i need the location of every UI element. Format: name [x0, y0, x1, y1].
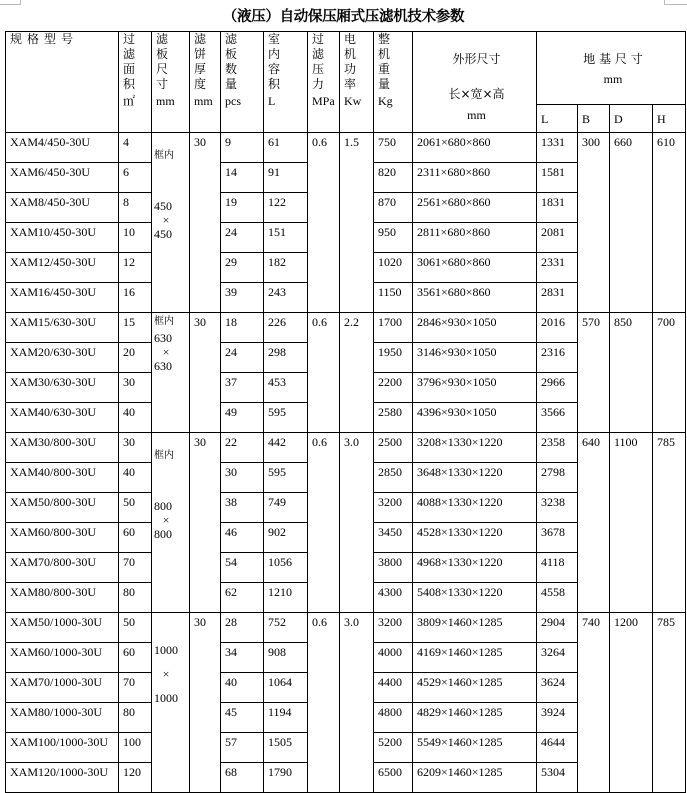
cell-machine-weight: 6500 [374, 763, 413, 793]
cell-outline-dimensions: 3146×930×1050 [413, 343, 537, 373]
header-machine-weight [374, 32, 413, 133]
plate-size-prefix: 框内 [154, 316, 174, 327]
cell-chamber-volume: 595 [264, 463, 308, 493]
cell-foundation-l: 1581 [537, 163, 578, 193]
table-row [6, 613, 686, 643]
cell-machine-weight: 4000 [374, 643, 413, 673]
times-sign: × [162, 213, 170, 227]
header-motor-power-char: 率 [344, 77, 357, 91]
times-sign: × [162, 667, 170, 681]
cell-plate-count: 57 [221, 733, 264, 763]
cell-outline-dimensions: 3208×1330×1220 [413, 433, 537, 463]
cell-outline-dimensions: 4396×930×1050 [413, 403, 537, 433]
cell-chamber-volume: 1064 [264, 673, 308, 703]
cell-plate-count: 38 [221, 493, 264, 523]
cell-plate-size [152, 613, 190, 793]
header-motor-power-unit: Kw [344, 94, 362, 108]
header-plate-count-char: 板 [225, 47, 238, 61]
cell-foundation-l: 3238 [537, 493, 578, 523]
cell-filter-area: 16 [119, 283, 152, 313]
cell-filter-area: 20 [119, 343, 152, 373]
cell-machine-weight: 2500 [374, 433, 413, 463]
header-machine-weight-char: 量 [378, 77, 391, 91]
cell-chamber-volume: 908 [264, 643, 308, 673]
header-machine-weight-char: 重 [378, 62, 391, 76]
cell-machine-weight: 1950 [374, 343, 413, 373]
cell-foundation-d: 1100 [610, 433, 653, 613]
cell-chamber-volume: 902 [264, 523, 308, 553]
cell-outline-dimensions: 4088×1330×1220 [413, 493, 537, 523]
cell-foundation-l: 2331 [537, 253, 578, 283]
cell-chamber-volume: 151 [264, 223, 308, 253]
header-plate-count [221, 32, 264, 133]
cell-plate-size [152, 313, 190, 433]
plate-size-prefix: 框内 [154, 450, 174, 461]
table-row [6, 133, 686, 163]
cell-filter-area: 30 [119, 373, 152, 403]
cell-chamber-volume: 1210 [264, 583, 308, 613]
times-sign: × [162, 345, 170, 359]
header-filter-area-unit: ㎡ [123, 94, 136, 108]
cell-foundation-l: 2798 [537, 463, 578, 493]
plate-size-height: 630 [154, 359, 172, 373]
cell-model: XAM60/1000-30U [6, 643, 119, 673]
cell-filter-area: 100 [119, 733, 152, 763]
cell-foundation-b: 640 [578, 433, 610, 613]
header-outline-unit: mm [467, 108, 486, 122]
header-filter-pressure-char: 压 [312, 62, 325, 76]
cell-chamber-volume: 298 [264, 343, 308, 373]
cell-motor-power: 3.0 [340, 433, 374, 613]
cell-cake-thickness: 30 [190, 433, 221, 613]
cell-filter-area: 8 [119, 193, 152, 223]
cell-plate-count: 30 [221, 463, 264, 493]
cell-chamber-volume: 1505 [264, 733, 308, 763]
header-motor-power-char: 电 [344, 32, 357, 46]
cell-outline-dimensions: 2846×930×1050 [413, 313, 537, 343]
cell-outline-dimensions: 3809×1460×1285 [413, 613, 537, 643]
cell-chamber-volume: 442 [264, 433, 308, 463]
header-cake-thickness-char: 度 [194, 77, 207, 91]
cell-machine-weight: 950 [374, 223, 413, 253]
cell-foundation-l: 3678 [537, 523, 578, 553]
cell-machine-weight: 4400 [374, 673, 413, 703]
cell-filter-area: 30 [119, 433, 152, 463]
cell-model: XAM100/1000-30U [6, 733, 119, 763]
document-title: （液压）自动保压厢式压滤机技术参数 [222, 9, 465, 25]
cell-outline-dimensions: 4968×1330×1220 [413, 553, 537, 583]
header-chamber-volume-char: 内 [268, 47, 281, 61]
cell-outline-dimensions: 4529×1460×1285 [413, 673, 537, 703]
cell-motor-power: 3.0 [340, 613, 374, 793]
cell-plate-count: 29 [221, 253, 264, 283]
header-model: 规格型号 [6, 32, 119, 133]
cell-foundation-l: 4118 [537, 553, 578, 583]
header-filter-area-char: 面 [123, 62, 136, 76]
cell-plate-count: 22 [221, 433, 264, 463]
cell-machine-weight: 870 [374, 193, 413, 223]
header-foundation-b: B [578, 105, 610, 133]
times-sign: × [162, 513, 170, 527]
cell-foundation-l: 4644 [537, 733, 578, 763]
header-foundation-h: H [653, 105, 686, 133]
header-motor-power-char: 机 [344, 47, 357, 61]
cell-machine-weight: 3200 [374, 613, 413, 643]
cell-machine-weight: 1020 [374, 253, 413, 283]
cell-motor-power: 1.5 [340, 133, 374, 313]
cell-foundation-l: 2081 [537, 223, 578, 253]
header-machine-weight-char: 整 [378, 32, 391, 46]
cell-filter-area: 15 [119, 313, 152, 343]
header-foundation-d: D [610, 105, 653, 133]
cell-foundation-h: 785 [653, 613, 686, 793]
cell-chamber-volume: 1790 [264, 763, 308, 793]
cell-foundation-d: 660 [610, 133, 653, 313]
header-cake-thickness [190, 32, 221, 133]
cell-machine-weight: 4800 [374, 703, 413, 733]
cell-filter-area: 120 [119, 763, 152, 793]
cell-filter-area: 6 [119, 163, 152, 193]
header-chamber-volume-unit: L [268, 94, 276, 108]
plate-size-width: 800 [154, 499, 172, 513]
header-cake-thickness-char: 饼 [194, 47, 207, 61]
header-filter-area [119, 32, 152, 133]
cell-foundation-l: 5304 [537, 763, 578, 793]
cell-plate-count: 45 [221, 703, 264, 733]
plate-size-width: 450 [154, 199, 172, 213]
cell-filter-area: 40 [119, 403, 152, 433]
plate-size-height: 1000 [154, 691, 178, 705]
cell-plate-count: 19 [221, 193, 264, 223]
header-plate-size-char: 滤 [156, 32, 169, 46]
cell-model: XAM80/800-30U [6, 583, 119, 613]
header-chamber-volume-char: 室 [268, 32, 281, 46]
cell-foundation-l: 2016 [537, 313, 578, 343]
cell-outline-dimensions: 4528×1330×1220 [413, 523, 537, 553]
cell-machine-weight: 2850 [374, 463, 413, 493]
cell-model: XAM40/630-30U [6, 403, 119, 433]
cell-filter-area: 80 [119, 583, 152, 613]
spec-table [5, 31, 686, 793]
cell-foundation-d: 850 [610, 313, 653, 433]
plate-size-width: 1000 [154, 643, 178, 657]
cell-model: XAM10/450-30U [6, 223, 119, 253]
cell-outline-dimensions: 2311×680×860 [413, 163, 537, 193]
cell-model: XAM120/1000-30U [6, 763, 119, 793]
cell-outline-dimensions: 4829×1460×1285 [413, 703, 537, 733]
cell-foundation-h: 610 [653, 133, 686, 313]
cell-filter-area: 60 [119, 643, 152, 673]
cell-outline-dimensions: 3648×1330×1220 [413, 463, 537, 493]
header-outline-title: 外形尺寸 [452, 52, 501, 66]
cell-chamber-volume: 1194 [264, 703, 308, 733]
header-chamber-volume-char: 积 [268, 77, 281, 91]
header-outline [413, 32, 537, 133]
cell-plate-count: 49 [221, 403, 264, 433]
cell-plate-count: 24 [221, 223, 264, 253]
header-cake-thickness-char: 滤 [194, 32, 207, 46]
cell-chamber-volume: 122 [264, 193, 308, 223]
cell-filter-area: 70 [119, 553, 152, 583]
cell-machine-weight: 3800 [374, 553, 413, 583]
cell-outline-dimensions: 6209×1460×1285 [413, 763, 537, 793]
cell-outline-dimensions: 5408×1330×1220 [413, 583, 537, 613]
cell-foundation-l: 1831 [537, 193, 578, 223]
cell-filter-pressure: 0.6 [308, 433, 340, 613]
cell-outline-dimensions: 3561×680×860 [413, 283, 537, 313]
cell-model: XAM16/450-30U [6, 283, 119, 313]
cell-outline-dimensions: 2811×680×860 [413, 223, 537, 253]
cell-model: XAM80/1000-30U [6, 703, 119, 733]
cell-chamber-volume: 91 [264, 163, 308, 193]
header-plate-size-char: 尺 [156, 62, 169, 76]
cell-outline-dimensions: 3061×680×860 [413, 253, 537, 283]
cell-plate-count: 39 [221, 283, 264, 313]
cell-chamber-volume: 1056 [264, 553, 308, 583]
cell-filter-area: 80 [119, 703, 152, 733]
header-machine-weight-unit: Kg [378, 94, 393, 108]
cell-model: XAM50/800-30U [6, 493, 119, 523]
cell-filter-pressure: 0.6 [308, 313, 340, 433]
header-filter-pressure [308, 32, 340, 133]
header-plate-count-char: 数 [225, 62, 238, 76]
header-foundation [537, 32, 686, 105]
cell-foundation-h: 700 [653, 313, 686, 433]
cell-model: XAM4/450-30U [6, 133, 119, 163]
cell-foundation-b: 570 [578, 313, 610, 433]
cell-foundation-l: 3566 [537, 403, 578, 433]
cell-plate-count: 37 [221, 373, 264, 403]
plate-size-width: 630 [154, 331, 172, 345]
cell-foundation-l: 2966 [537, 373, 578, 403]
header-foundation-title: 地 基 尺 寸 [583, 52, 643, 66]
cell-plate-size [152, 133, 190, 313]
header-plate-size-unit: mm [156, 94, 175, 108]
cell-filter-pressure: 0.6 [308, 133, 340, 313]
cell-model: XAM12/450-30U [6, 253, 119, 283]
cell-plate-count: 14 [221, 163, 264, 193]
cell-machine-weight: 820 [374, 163, 413, 193]
cell-foundation-l: 2316 [537, 343, 578, 373]
header-plate-count-char: 量 [225, 77, 238, 91]
cell-machine-weight: 2580 [374, 403, 413, 433]
header-cake-thickness-unit: mm [194, 94, 213, 108]
cell-filter-area: 60 [119, 523, 152, 553]
cell-foundation-b: 300 [578, 133, 610, 313]
cell-chamber-volume: 61 [264, 133, 308, 163]
cell-machine-weight: 5200 [374, 733, 413, 763]
cell-machine-weight: 4300 [374, 583, 413, 613]
header-outline-dims: 长×宽×高 [448, 87, 505, 101]
cell-foundation-l: 2358 [537, 433, 578, 463]
cell-machine-weight: 1700 [374, 313, 413, 343]
header-plate-size [152, 32, 190, 133]
header-plate-count-char: 滤 [225, 32, 238, 46]
cell-filter-pressure: 0.6 [308, 613, 340, 793]
cell-outline-dimensions: 5549×1460×1285 [413, 733, 537, 763]
cell-filter-area: 50 [119, 613, 152, 643]
cell-chamber-volume: 182 [264, 253, 308, 283]
header-chamber-volume-char: 容 [268, 62, 281, 76]
cell-model: XAM30/630-30U [6, 373, 119, 403]
cell-cake-thickness: 30 [190, 313, 221, 433]
cell-cake-thickness: 30 [190, 133, 221, 313]
cell-filter-area: 40 [119, 463, 152, 493]
cell-machine-weight: 3200 [374, 493, 413, 523]
cell-plate-count: 28 [221, 613, 264, 643]
cell-chamber-volume: 453 [264, 373, 308, 403]
cell-model: XAM70/800-30U [6, 553, 119, 583]
cell-plate-count: 34 [221, 643, 264, 673]
cell-filter-area: 70 [119, 673, 152, 703]
cell-chamber-volume: 752 [264, 613, 308, 643]
cell-chamber-volume: 595 [264, 403, 308, 433]
header-filter-pressure-char: 过 [312, 32, 325, 46]
table-row [6, 433, 686, 463]
cell-foundation-l: 2904 [537, 613, 578, 643]
header-foundation-unit: mm [603, 72, 623, 86]
cell-model: XAM60/800-30U [6, 523, 119, 553]
cell-machine-weight: 2200 [374, 373, 413, 403]
header-filter-pressure-unit: MPa [312, 94, 335, 108]
cell-motor-power: 2.2 [340, 313, 374, 433]
header-plate-count-unit: pcs [225, 94, 241, 108]
cell-machine-weight: 750 [374, 133, 413, 163]
header-filter-area-char: 过 [123, 32, 136, 46]
header-filter-area-char: 积 [123, 77, 136, 91]
cell-plate-count: 24 [221, 343, 264, 373]
cell-foundation-h: 785 [653, 433, 686, 613]
cell-model: XAM6/450-30U [6, 163, 119, 193]
cell-plate-count: 9 [221, 133, 264, 163]
cell-filter-area: 12 [119, 253, 152, 283]
cell-foundation-l: 1331 [537, 133, 578, 163]
header-foundation-l: L [537, 105, 578, 133]
cell-plate-count: 54 [221, 553, 264, 583]
cell-outline-dimensions: 2061×680×860 [413, 133, 537, 163]
cell-cake-thickness: 30 [190, 613, 221, 793]
cell-plate-count: 46 [221, 523, 264, 553]
cell-plate-count: 18 [221, 313, 264, 343]
cell-foundation-l: 2831 [537, 283, 578, 313]
cell-model: XAM15/630-30U [6, 313, 119, 343]
header-cake-thickness-char: 厚 [194, 62, 207, 76]
cell-chamber-volume: 749 [264, 493, 308, 523]
plate-size-height: 450 [154, 227, 172, 241]
header-plate-size-char: 板 [156, 47, 169, 61]
cell-foundation-d: 1200 [610, 613, 653, 793]
cell-plate-size [152, 433, 190, 613]
cell-foundation-l: 4558 [537, 583, 578, 613]
cell-chamber-volume: 226 [264, 313, 308, 343]
cell-model: XAM20/630-30U [6, 343, 119, 373]
header-chamber-volume [264, 32, 308, 133]
header-filter-area-char: 滤 [123, 47, 136, 61]
header-motor-power [340, 32, 374, 133]
header-machine-weight-char: 机 [378, 47, 391, 61]
cell-foundation-l: 3624 [537, 673, 578, 703]
cell-chamber-volume: 243 [264, 283, 308, 313]
cell-plate-count: 68 [221, 763, 264, 793]
plate-size-prefix: 框内 [154, 150, 174, 161]
table-row [6, 313, 686, 343]
cell-model: XAM70/1000-30U [6, 673, 119, 703]
header-filter-pressure-char: 滤 [312, 47, 325, 61]
cell-model: XAM50/1000-30U [6, 613, 119, 643]
cell-outline-dimensions: 3796×930×1050 [413, 373, 537, 403]
header-plate-size-char: 寸 [156, 77, 169, 91]
cell-filter-area: 10 [119, 223, 152, 253]
cell-plate-count: 62 [221, 583, 264, 613]
cell-filter-area: 50 [119, 493, 152, 523]
cell-model: XAM8/450-30U [6, 193, 119, 223]
cell-model: XAM30/800-30U [6, 433, 119, 463]
plate-size-height: 800 [154, 527, 172, 541]
cell-outline-dimensions: 2561×680×860 [413, 193, 537, 223]
header-motor-power-char: 功 [344, 62, 357, 76]
cell-filter-area: 4 [119, 133, 152, 163]
cell-machine-weight: 1150 [374, 283, 413, 313]
header-filter-pressure-char: 力 [312, 77, 325, 91]
cell-outline-dimensions: 4169×1460×1285 [413, 643, 537, 673]
cell-model: XAM40/800-30U [6, 463, 119, 493]
cell-plate-count: 40 [221, 673, 264, 703]
cell-machine-weight: 3450 [374, 523, 413, 553]
cell-foundation-l: 3924 [537, 703, 578, 733]
cell-foundation-l: 3264 [537, 643, 578, 673]
cell-foundation-b: 740 [578, 613, 610, 793]
